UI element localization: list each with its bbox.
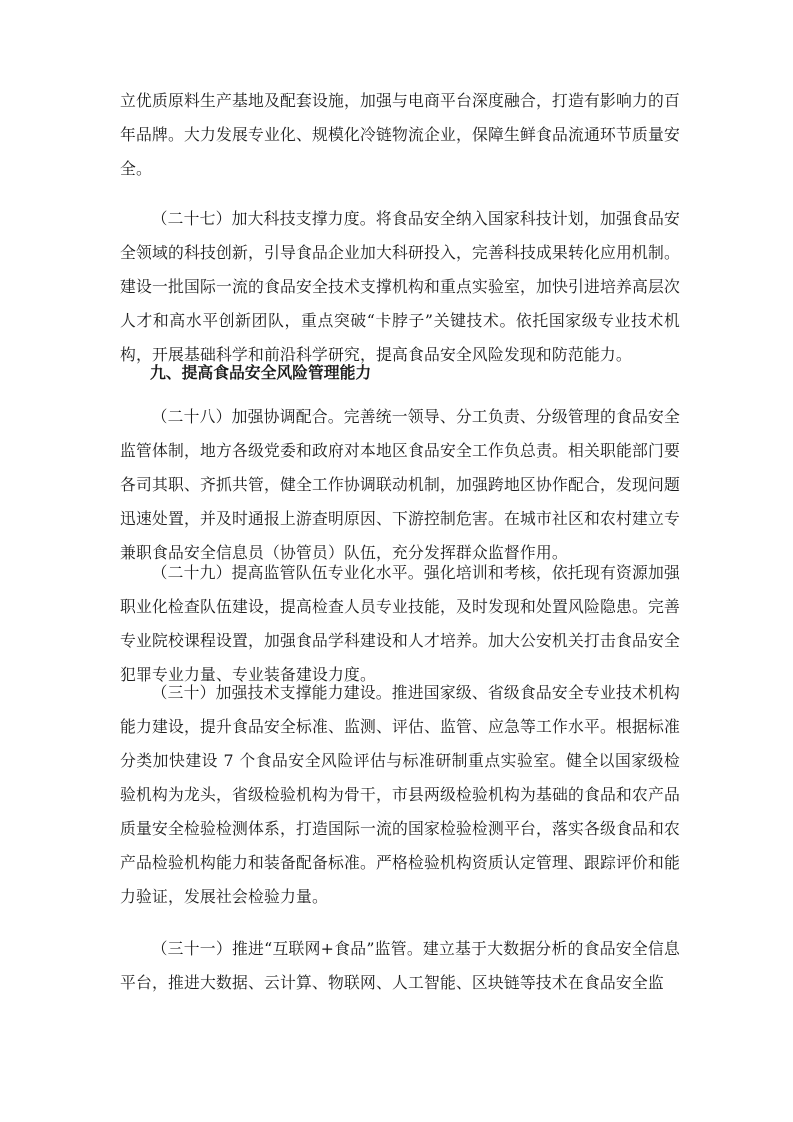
paragraph-continuation: 立优质原料生产基地及配套设施，加强与电商平台深度融合，打造有影响力的百年品牌。大力发展专业化、规模化冷链物流企业，保障生鲜食品流通环节质量安全。 — [120, 91, 680, 178]
section-heading: 九、提高食品安全风险管理能力 — [150, 363, 372, 382]
paragraph-item-30: （三十）加强技术支撑能力建设。推进国家级、省级食品安全专业技术机构能力建设，提升食品安全标准、监测、评估、监管、应急等工作水平。根据标准分类加快建设 7 个食品安全风险评估与标准研制重点实验室。健全以国家级检验机构为龙头，省级检验机构为骨干，市县两级检验机构为基础的食品和农产品质量安全检验检测体系，打造国际一流的国家检验检测平台，落实各级食品和农产品检验机构能力和装备配备标准。严格检验机构资质认定管理、跟踪评价和能力验证，发展社会检验力量。 — [120, 683, 680, 906]
paragraph-item-28: （二十八）加强协调配合。完善统一领导、分工负责、分级管理的食品安全监管体制，地方各级党委和政府对本地区食品安全工作负总责。相关职能部门要各司其职、齐抓共管，健全工作协调联动机制，加强跨地区协作配合，发现问题迅速处置，并及时通报上游查明原因、下游控制危害。在城市社区和农村建立专兼职食品安全信息员（协管员）队伍，充分发挥群众监督作用。 — [120, 407, 680, 562]
paragraph-item-31: （三十一）推进“互联网+食品”监管。建立基于大数据分析的食品安全信息平台，推进大数据、云计算、物联网、人工智能、区块链等技术在食品安全监 — [120, 939, 680, 992]
paragraph-item-27: （二十七）加大科技支撑力度。将食品安全纳入国家科技计划，加强食品安全领域的科技创新，引导食品企业加大科研投入，完善科技成果转化应用机制。建设一批国际一流的食品安全技术支撑机构和重点实验室，加快引进培养高层次人才和高水平创新团队，重点突破“卡脖子”关键技术。依托国家级专业技术机构，开展基础科学和前沿科学研究，提高食品安全风险发现和防范能力。 — [120, 209, 680, 364]
paragraph-item-29: （二十九）提高监管队伍专业化水平。强化培训和考核，依托现有资源加强职业化检查队伍建设，提高检查人员专业技能，及时发现和处置风险隐患。完善专业院校课程设置，加强食品学科建设和人才培养。加大公安机关打击食品安全犯罪专业力量、专业装备建设力度。 — [120, 563, 680, 684]
